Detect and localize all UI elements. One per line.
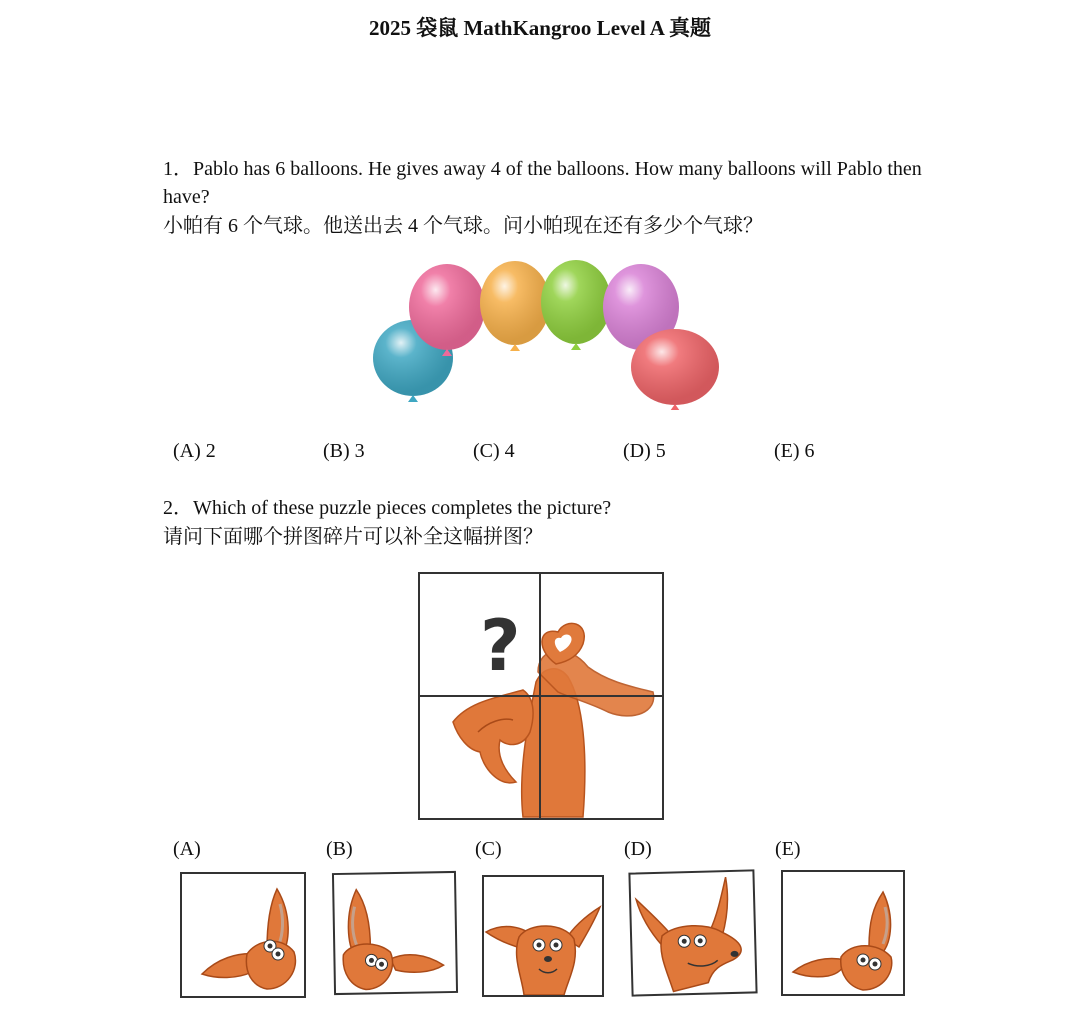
q1-text-en: 1．Pablo has 6 balloons. He gives away 4 of the balloons. How many balloons will Pablo then have? (163, 158, 922, 208)
q1-text-zh: 小帕有 6 个气球。他送出去 4 个气球。问小帕现在还有多少个气球？ (163, 215, 763, 237)
q1-choice-a[interactable]: (A) 2 (173, 440, 216, 462)
balloon-icon (541, 260, 611, 350)
balloons-image (365, 255, 725, 410)
kangaroo-head-small-icon (783, 872, 903, 994)
q1-choice-d[interactable]: (D) 5 (623, 440, 666, 462)
q2-text-en: 2．Which of these puzzle pieces completes the picture? (163, 497, 612, 519)
q2-option-a-label: (A) (173, 838, 201, 860)
q2-text-zh: 请问下面哪个拼图碎片可以补全这幅拼图？ (163, 526, 543, 548)
q2-option-d-piece[interactable] (628, 869, 757, 996)
q2-option-b-piece[interactable] (332, 871, 458, 995)
balloon-icon (631, 329, 719, 410)
kangaroo-face-icon (484, 877, 602, 995)
kangaroo-face-tall-icon (630, 871, 755, 994)
q1-choice-e[interactable]: (E) 6 (774, 440, 815, 462)
q2-option-e-piece[interactable] (781, 870, 905, 996)
q2-option-a-piece[interactable] (180, 872, 306, 998)
balloons-illustration (365, 255, 725, 410)
puzzle-grid (418, 572, 664, 820)
q2-option-d-label: (D) (624, 838, 652, 860)
puzzle-picture (418, 572, 664, 820)
kangaroo-head-right-icon (334, 873, 456, 993)
kangaroo-head-left-icon (182, 874, 304, 996)
q2-option-b-label: (B) (326, 838, 353, 860)
q2-option-c-label: (C) (475, 838, 502, 860)
balloon-icon (480, 261, 550, 351)
q1-choice-c[interactable]: (C) 4 (473, 440, 515, 462)
q1-choice-b[interactable]: (B) 3 (323, 440, 365, 462)
page-title: 2025 袋鼠 MathKangroo Level A 真题 (368, 16, 712, 40)
q2-option-e-label: (E) (775, 838, 801, 860)
question-mark: ? (480, 605, 521, 687)
q2-option-c-piece[interactable] (482, 875, 604, 997)
